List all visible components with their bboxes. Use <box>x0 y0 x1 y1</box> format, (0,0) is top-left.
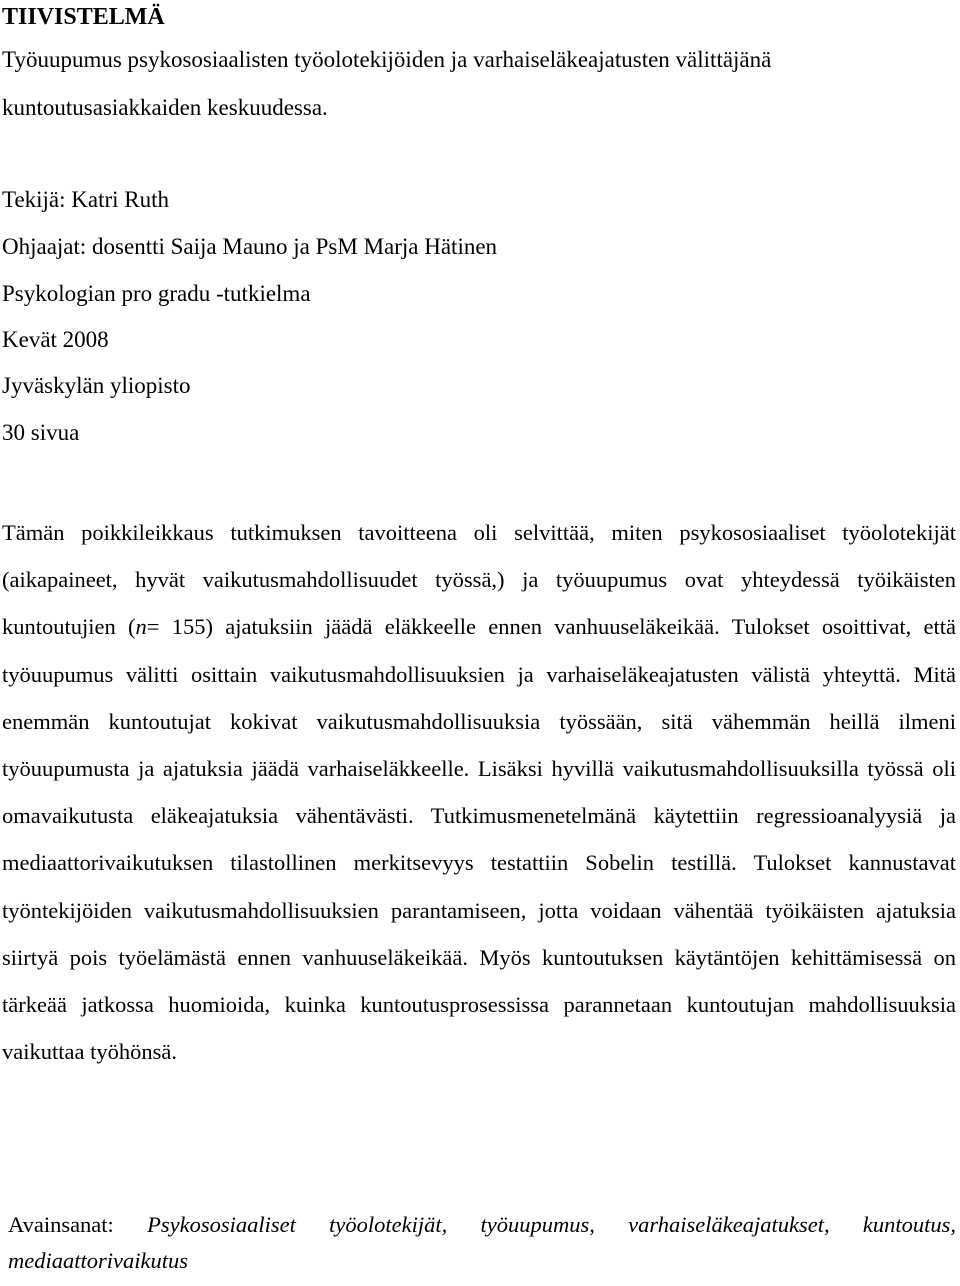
abstract-text-part-2: = 155) ajatuksiin jäädä eläkkeelle ennen vanhuuseläkeikää. Tulokset osoittivat, että työuupumus välitti osittain vaikutusmahdollisuuksien ja varhaiseläkeajatusten välistä yhteyttä. Mitä enemmän kuntoutujat kokivat vaikutusmahdollisuuksia työssään, sitä vähemmän heillä ilmeni työuupumusta ja ajatuksia jäädä varhaiseläkkeelle. Lisäksi hyvillä vaikutusmahdollisuuksilla työssä oli omavaikutusta eläkeajatuksia vähentävästi. Tutkimusmenetelmänä käytettiin regressioanalyysiä ja mediaattorivaikutuksen tilastollinen merkitsevyys testattiin Sobelin testillä. Tulokset kannustavat työntekijöiden vaikutusmahdollisuuksien parantamiseen, jotta voidaan vähentää työikäisten ajatuksia siirtyä pois työelämästä ennen vanhuuseläkeikää. Myös kuntoutuksen käytäntöjen kehittämisessä on tärkeää jatkossa huomioida, kuinka kuntoutusprosessissa parannetaan kuntoutujan mahdollisuuksia vaikuttaa työhönsä. <box>2 614 956 1065</box>
abstract-text-part-1: Tämän poikkileikkaus tutkimuksen tavoitteena oli selvittää, miten psykososiaaliset työolotekijät (aikapaineet, hyvät vaikutusmahdollisuudet työssä,) ja työuupumus ovat yhteydessä työikäisten kuntoutujien ( <box>2 520 956 640</box>
keywords-paragraph <box>8 1207 956 1279</box>
university-line: Jyväskylän yliopisto <box>2 373 191 398</box>
page-count-line: 30 sivua <box>2 420 80 445</box>
abstract-body <box>2 509 956 1075</box>
thesis-title-line-1: Työuupumus psykososiaalisten työolotekijöiden ja varhaiseläkeajatusten välittäjänä <box>2 47 772 72</box>
supervisors-line: Ohjaajat: dosentti Saija Mauno ja PsM Marja Hätinen <box>2 234 498 259</box>
thesis-type-line: Psykologian pro gradu -tutkielma <box>2 281 311 306</box>
sample-size-symbol: n <box>135 614 147 640</box>
keywords-label: Avainsanat: <box>8 1212 114 1237</box>
abstract-heading: TIIVISTELMÄ <box>2 4 165 30</box>
term-line: Kevät 2008 <box>2 327 109 352</box>
thesis-title-line-2: kuntoutusasiakkaiden keskuudessa. <box>2 95 328 120</box>
author-line: Tekijä: Katri Ruth <box>2 187 170 212</box>
keywords-terms: Psykososiaaliset työolotekijät, työuupumus, varhaiseläkeajatukset, kuntoutus, mediaattorivaikutus <box>8 1212 956 1273</box>
